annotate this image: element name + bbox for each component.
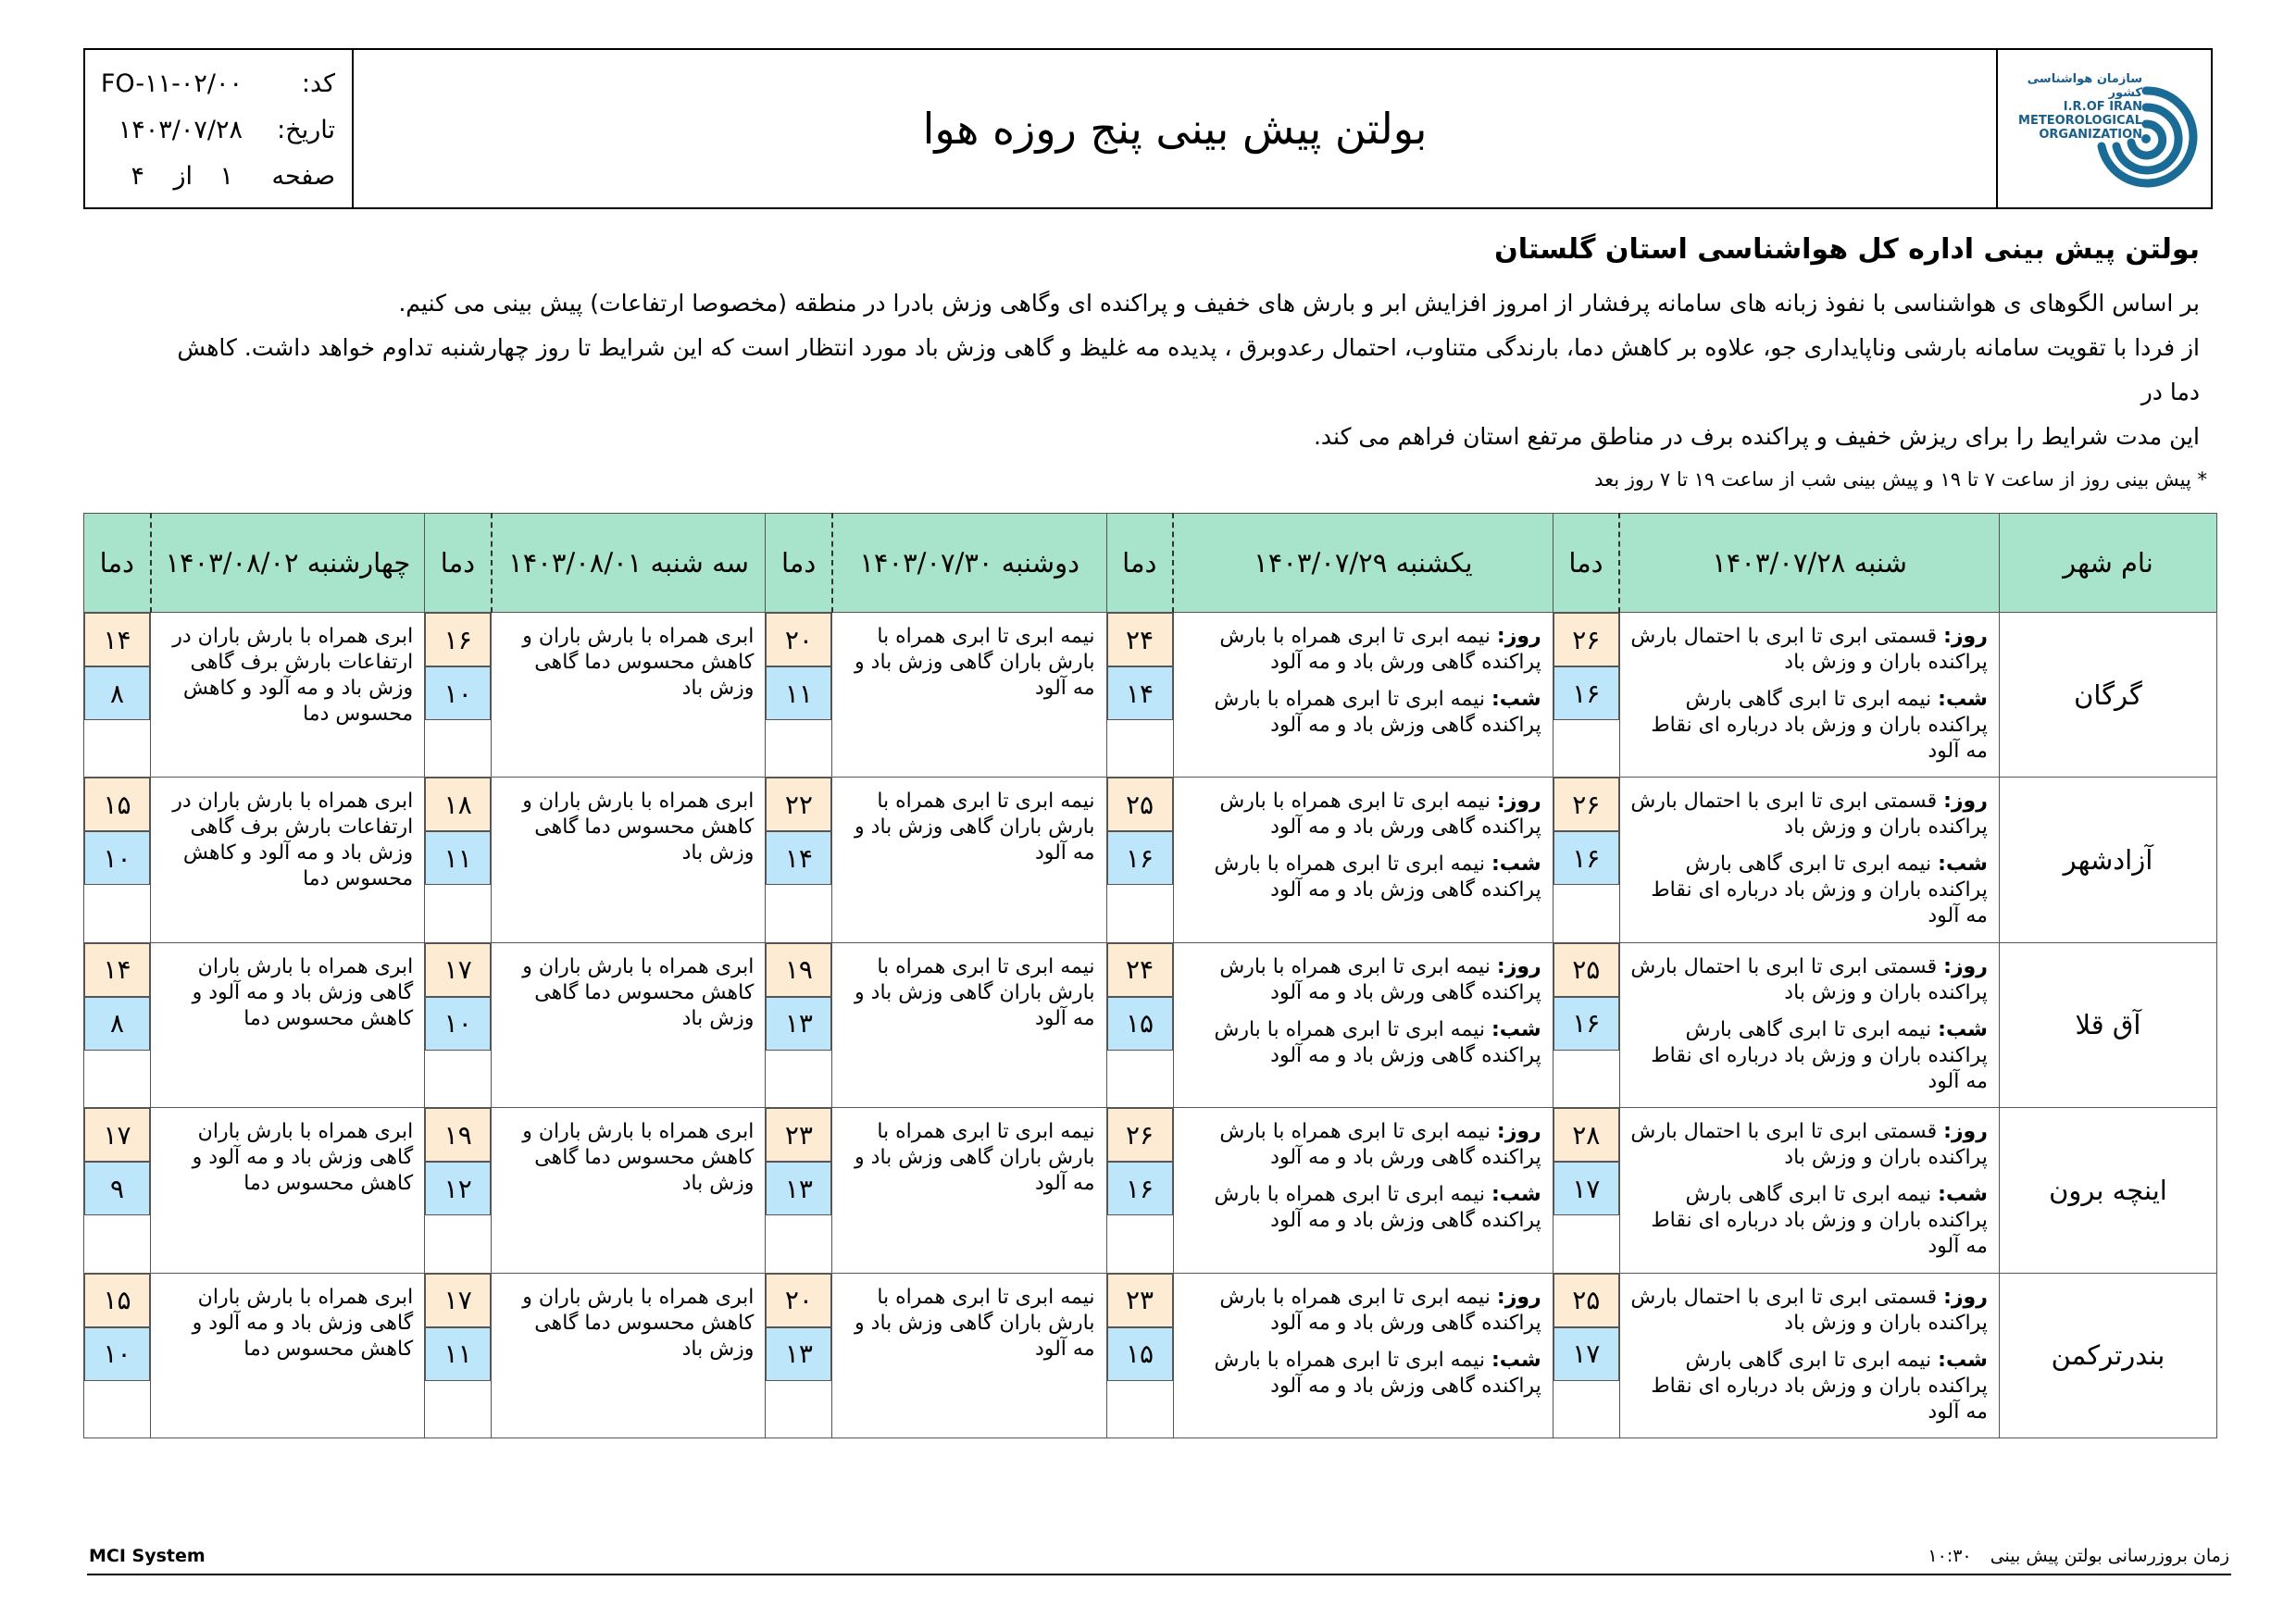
document-meta xyxy=(85,50,354,207)
forecast-desc-cell xyxy=(1619,1273,1999,1438)
temp-header-2: دما xyxy=(1106,514,1173,613)
logo-text xyxy=(2013,72,2142,142)
day-header-2: یکشنبه ۱۴۰۳/۰۷/۲۹ xyxy=(1173,514,1553,613)
forecast-text: نیمه ابری تا ابری همراه با بارش باران گاهی وزش باد و مه آلود xyxy=(855,790,1095,865)
day-forecast xyxy=(1183,954,1541,1006)
night-forecast xyxy=(1183,1017,1541,1069)
day-label: روز: xyxy=(1496,1285,1541,1309)
min-temp: ۱۷ xyxy=(1554,1162,1619,1215)
temp-header-1: دما xyxy=(1553,514,1619,613)
intro-line-3: این مدت شرایط را برای ریزش خفیف و پراکنده برف در مناطق مرتفع استان فراهم می کند. xyxy=(1313,423,2200,450)
night-forecast xyxy=(1183,852,1541,903)
night-forecast-text: نیمه ابری تا ابری گاهی بارش پراکنده باران و وزش باد درباره ای نقاط مه آلود xyxy=(1651,1017,1988,1093)
min-temp: ۱۳ xyxy=(766,997,831,1051)
forecast-desc-cell xyxy=(492,942,766,1107)
night-forecast xyxy=(1183,1182,1541,1234)
temperature-cell xyxy=(766,1273,832,1438)
forecast-desc-cell xyxy=(492,1108,766,1273)
temperature-cell xyxy=(84,942,151,1107)
doc-date-row xyxy=(85,107,352,154)
night-forecast xyxy=(1183,687,1541,739)
temperature-cell xyxy=(1553,778,1619,942)
max-temp: ۲۶ xyxy=(1554,778,1619,831)
night-forecast-text: نیمه ابری تا ابری گاهی بارش پراکنده باران و وزش باد درباره ای نقاط مه آلود xyxy=(1651,1348,1988,1424)
night-forecast-text: نیمه ابری تا ابری گاهی بارش پراکنده باران و وزش باد درباره ای نقاط مه آلود xyxy=(1651,853,1988,928)
forecast-desc-cell xyxy=(1619,613,1999,778)
temperature-cell xyxy=(1106,942,1173,1107)
min-temp: ۱۳ xyxy=(766,1162,831,1215)
max-temp: ۱۹ xyxy=(425,1108,491,1162)
table-row xyxy=(84,1273,2217,1438)
night-label: شب: xyxy=(1491,1017,1541,1041)
night-label: شب: xyxy=(1938,1348,1988,1372)
doc-code-label: کد: xyxy=(301,69,335,98)
table-row xyxy=(84,778,2217,942)
night-forecast xyxy=(1183,1348,1541,1400)
night-forecast-text: نیمه ابری تا ابری گاهی بارش پراکنده باران و وزش باد درباره ای نقاط مه آلود xyxy=(1651,1183,1988,1259)
footer-system-name: MCI System xyxy=(89,1546,206,1566)
meteorological-organization-logo xyxy=(2016,65,2192,199)
min-temp: ۱۶ xyxy=(1554,997,1619,1051)
doc-date-value: ۱۴۰۳/۰۷/۲۸ xyxy=(118,116,243,144)
day-header-5: چهارشنبه ۱۴۰۳/۰۸/۰۲ xyxy=(151,514,425,613)
day-label: روز: xyxy=(1943,954,1988,978)
forecast-desc-cell xyxy=(492,1273,766,1438)
section-title: بولتن پیش بینی اداره کل هواشناسی استان گلستان xyxy=(1494,233,2200,266)
max-temp: ۱۷ xyxy=(84,1108,150,1162)
temperature-cell xyxy=(425,942,492,1107)
forecast-desc-cell xyxy=(151,1273,425,1438)
night-forecast xyxy=(1629,687,1988,765)
temperature-cell xyxy=(1553,1108,1619,1273)
footer-update-value: ۱۰:۳۰ xyxy=(1928,1546,1972,1566)
day-label: روز: xyxy=(1943,1285,1988,1309)
forecast-text: ابری همراه با بارش باران گاهی وزش باد و مه آلود و کاهش محسوس دما xyxy=(192,954,414,1030)
max-temp: ۱۹ xyxy=(766,943,831,997)
intro-paragraph xyxy=(144,281,2200,459)
night-label: شب: xyxy=(1938,853,1988,877)
forecast-text: ابری همراه با بارش باران گاهی وزش باد و مه آلود و کاهش محسوس دما xyxy=(192,1285,414,1361)
day-forecast-text: قسمتی ابری تا ابری با احتمال بارش پراکنده باران و وزش باد xyxy=(1630,954,1988,1004)
forecast-desc-cell xyxy=(832,613,1106,778)
night-label: شب: xyxy=(1938,1183,1988,1207)
temperature-cell xyxy=(766,1108,832,1273)
day-forecast-text: نیمه ابری تا ابری همراه با بارش پراکنده گاهی ورش باد و مه آلود xyxy=(1219,1120,1541,1170)
forecast-text: ابری همراه با بارش باران گاهی وزش باد و مه آلود و کاهش محسوس دما xyxy=(192,1120,414,1196)
city-header: نام شهر xyxy=(1999,514,2216,613)
forecast-desc-cell xyxy=(1173,613,1553,778)
min-temp: ۱۰ xyxy=(425,666,491,720)
min-temp: ۱۶ xyxy=(1554,831,1619,885)
day-label: روز: xyxy=(1496,1120,1541,1144)
day-header-1: شنبه ۱۴۰۳/۰۷/۲۸ xyxy=(1619,514,1999,613)
table-header-row xyxy=(84,514,2217,613)
forecast-text: نیمه ابری تا ابری همراه با بارش باران گاهی وزش باد و مه آلود xyxy=(855,954,1095,1030)
forecast-text: ابری همراه با بارش باران و کاهش محسوس دما گاهی وزش باد xyxy=(522,625,755,700)
max-temp: ۱۶ xyxy=(425,613,491,666)
min-temp: ۱۱ xyxy=(425,831,491,885)
day-forecast-text: قسمتی ابری تا ابری با احتمال بارش پراکنده باران و وزش باد xyxy=(1630,625,1988,674)
forecast-text: ابری همراه با بارش باران و کاهش محسوس دما گاهی وزش باد xyxy=(522,1120,755,1196)
city-name: آزادشهر xyxy=(1999,778,2216,942)
night-forecast-text: نیمه ابری تا ابری همراه با بارش پراکنده گاهی وزش باد و مه آلود xyxy=(1214,688,1541,737)
day-forecast xyxy=(1629,1119,1988,1171)
page-of-label: از xyxy=(173,162,193,191)
forecast-text: نیمه ابری تا ابری همراه با بارش باران گاهی وزش باد و مه آلود xyxy=(855,1120,1095,1196)
forecast-text: ابری همراه با بارش باران و کاهش محسوس دما گاهی وزش باد xyxy=(522,1285,755,1361)
night-label: شب: xyxy=(1491,853,1541,877)
table-row xyxy=(84,613,2217,778)
min-temp: ۱۶ xyxy=(1107,831,1173,885)
max-temp: ۲۳ xyxy=(1107,1274,1173,1327)
forecast-desc-cell xyxy=(1173,1108,1553,1273)
day-forecast-text: قسمتی ابری تا ابری با احتمال بارش پراکنده باران و وزش باد xyxy=(1630,1285,1988,1335)
max-temp: ۲۵ xyxy=(1554,943,1619,997)
forecast-desc-cell xyxy=(1173,1273,1553,1438)
night-forecast-text: نیمه ابری تا ابری همراه با بارش پراکنده گاهی وزش باد و مه آلود xyxy=(1214,1017,1541,1067)
footer-update-time xyxy=(1928,1546,2229,1566)
doc-code-value: FO-۱۱-۰۲/۰۰ xyxy=(100,69,243,98)
forecast-text: ابری همراه با بارش باران و کاهش محسوس دما گاهی وزش باد xyxy=(522,954,755,1030)
temperature-cell xyxy=(84,613,151,778)
temperature-cell xyxy=(84,778,151,942)
forecast-desc-cell xyxy=(151,942,425,1107)
day-forecast xyxy=(1629,624,1988,676)
night-forecast xyxy=(1629,1182,1988,1260)
day-forecast-text: نیمه ابری تا ابری همراه با بارش پراکنده گاهی ورش باد و مه آلود xyxy=(1219,1285,1541,1335)
forecast-desc-cell xyxy=(492,613,766,778)
city-name: آق قلا xyxy=(1999,942,2216,1107)
max-temp: ۲۵ xyxy=(1107,778,1173,831)
night-forecast xyxy=(1629,1348,1988,1425)
day-forecast xyxy=(1629,954,1988,1006)
day-forecast xyxy=(1183,1285,1541,1337)
logo-cell xyxy=(1996,50,2211,207)
max-temp: ۱۴ xyxy=(84,613,150,666)
day-forecast-text: قسمتی ابری تا ابری با احتمال بارش پراکنده باران و وزش باد xyxy=(1630,790,1988,840)
day-header-3: دوشنبه ۱۴۰۳/۰۷/۳۰ xyxy=(832,514,1106,613)
forecast-desc-cell xyxy=(1173,942,1553,1107)
forecast-desc-cell xyxy=(151,613,425,778)
forecast-desc-cell xyxy=(1619,1108,1999,1273)
min-temp: ۱۴ xyxy=(766,831,831,885)
table-row xyxy=(84,1108,2217,1273)
city-name: گرگان xyxy=(1999,613,2216,778)
day-header-4: سه شنبه ۱۴۰۳/۰۸/۰۱ xyxy=(492,514,766,613)
day-forecast xyxy=(1629,1285,1988,1337)
logo-text-en1: I.R.OF IRAN xyxy=(2063,100,2142,114)
temperature-cell xyxy=(1106,613,1173,778)
day-forecast-text: نیمه ابری تا ابری همراه با بارش پراکنده گاهی ورش باد و مه آلود xyxy=(1219,954,1541,1004)
min-temp: ۱۷ xyxy=(1554,1327,1619,1381)
footer-update-label: زمان بروزرسانی بولتن پیش بینی xyxy=(1990,1546,2229,1566)
table-row xyxy=(84,942,2217,1107)
day-label: روز: xyxy=(1943,1120,1988,1144)
forecast-desc-cell xyxy=(832,942,1106,1107)
forecast-desc-cell xyxy=(832,1273,1106,1438)
night-label: شب: xyxy=(1938,1017,1988,1041)
forecast-desc-cell xyxy=(151,778,425,942)
forecast-text: ابری همراه با بارش باران و کاهش محسوس دما گاهی وزش باد xyxy=(522,790,755,865)
page-title: بولتن پیش بینی پنج روزه هوا xyxy=(922,104,1428,154)
night-forecast xyxy=(1629,1017,1988,1095)
forecast-desc-cell xyxy=(151,1108,425,1273)
forecast-text: ابری همراه با بارش باران در ارتفاعات بارش برف گاهی وزش باد و مه آلود و کاهش محسوس دما xyxy=(172,625,414,726)
forecast-desc-cell xyxy=(1619,942,1999,1107)
forecast-desc-cell xyxy=(1619,778,1999,942)
temp-header-3: دما xyxy=(766,514,832,613)
bulletin-header xyxy=(83,48,2213,209)
temperature-cell xyxy=(1106,1108,1173,1273)
temperature-cell xyxy=(425,613,492,778)
max-temp: ۱۵ xyxy=(84,778,150,831)
day-forecast xyxy=(1183,789,1541,840)
min-temp: ۱۴ xyxy=(1107,666,1173,720)
temperature-cell xyxy=(425,1108,492,1273)
doc-page-row xyxy=(85,154,352,200)
doc-date-label: تاریخ: xyxy=(277,116,335,144)
max-temp: ۲۲ xyxy=(766,778,831,831)
max-temp: ۱۸ xyxy=(425,778,491,831)
day-forecast xyxy=(1183,1119,1541,1171)
max-temp: ۲۸ xyxy=(1554,1108,1619,1162)
forecast-time-note: * پیش بینی روز از ساعت ۷ تا ۱۹ و پیش بینی شب از ساعت ۱۹ تا ۷ روز بعد xyxy=(1594,468,2207,491)
min-temp: ۱۰ xyxy=(425,997,491,1051)
night-forecast-text: نیمه ابری تا ابری گاهی بارش پراکنده باران و وزش باد درباره ای نقاط مه آلود xyxy=(1651,688,1988,763)
forecast-desc-cell xyxy=(832,1108,1106,1273)
city-name: اینچه برون xyxy=(1999,1108,2216,1273)
max-temp: ۱۴ xyxy=(84,943,150,997)
day-forecast-text: نیمه ابری تا ابری همراه با بارش پراکنده گاهی ورش باد و مه آلود xyxy=(1219,790,1541,840)
min-temp: ۸ xyxy=(84,997,150,1051)
night-label: شب: xyxy=(1491,688,1541,711)
temperature-cell xyxy=(84,1273,151,1438)
intro-line-2: از فردا با تقویت سامانه بارشی وناپایداری جو، علاوه بر کاهش دما، بارندگی متناوب، احتمال رعدوبرق ، پدیده مه غلیظ و گاهی وزش باد مورد انتظار است که این شرایط تا روز چهارشنبه تداوم خواهد داشت. کاهش دما در xyxy=(177,334,2200,405)
day-forecast xyxy=(1183,624,1541,676)
min-temp: ۹ xyxy=(84,1162,150,1215)
day-label: روز: xyxy=(1496,625,1541,648)
day-label: روز: xyxy=(1496,954,1541,978)
max-temp: ۲۰ xyxy=(766,613,831,666)
temperature-cell xyxy=(1553,1273,1619,1438)
min-temp: ۱۶ xyxy=(1107,1162,1173,1215)
night-forecast-text: نیمه ابری تا ابری همراه با بارش پراکنده گاهی وزش باد و مه آلود xyxy=(1214,1348,1541,1398)
day-label: روز: xyxy=(1943,790,1988,814)
city-name: بندرترکمن xyxy=(1999,1273,2216,1438)
min-temp: ۱۲ xyxy=(425,1162,491,1215)
max-temp: ۱۷ xyxy=(425,1274,491,1327)
temperature-cell xyxy=(1553,613,1619,778)
day-forecast-text: قسمتی ابری تا ابری با احتمال بارش پراکنده باران و وزش باد xyxy=(1630,1120,1988,1170)
max-temp: ۲۶ xyxy=(1554,613,1619,666)
forecast-desc-cell xyxy=(1173,778,1553,942)
min-temp: ۱۶ xyxy=(1554,666,1619,720)
temperature-cell xyxy=(425,1273,492,1438)
forecast-text: نیمه ابری تا ابری همراه با بارش باران گاهی وزش باد و مه آلود xyxy=(855,1285,1095,1361)
min-temp: ۱۵ xyxy=(1107,997,1173,1051)
temperature-cell xyxy=(425,778,492,942)
intro-line-1: بر اساس الگوهای ی هواشناسی با نفوذ زبانه های سامانه پرفشار از امروز افزایش ابر و بارش های خفیف و پراکنده ای وگاهی وزش بادرا در منطقه (مخصوصا ارتفاعات) پیش بینی می کنیم. xyxy=(398,290,2200,317)
logo-text-en3: ORGANIZATION xyxy=(2039,128,2142,142)
temperature-cell xyxy=(1106,778,1173,942)
temperature-cell xyxy=(766,778,832,942)
night-label: شب: xyxy=(1491,1183,1541,1207)
night-label: شب: xyxy=(1938,688,1988,711)
page-total: ۴ xyxy=(131,162,144,191)
max-temp: ۲۰ xyxy=(766,1274,831,1327)
doc-code-row xyxy=(85,61,352,107)
temp-header-5: دما xyxy=(84,514,151,613)
page-number: ۱ xyxy=(219,162,233,191)
logo-text-en2: METEOROLOGICAL xyxy=(2018,114,2142,128)
min-temp: ۱۱ xyxy=(425,1327,491,1381)
min-temp: ۱۰ xyxy=(84,1327,150,1381)
day-forecast xyxy=(1629,789,1988,840)
max-temp: ۲۵ xyxy=(1554,1274,1619,1327)
min-temp: ۱۰ xyxy=(84,831,150,885)
temperature-cell xyxy=(84,1108,151,1273)
max-temp: ۱۷ xyxy=(425,943,491,997)
night-forecast-text: نیمه ابری تا ابری همراه با بارش پراکنده گاهی وزش باد و مه آلود xyxy=(1214,1183,1541,1233)
forecast-table-body xyxy=(84,613,2217,1438)
temperature-cell xyxy=(766,942,832,1107)
forecast-desc-cell xyxy=(832,778,1106,942)
temp-header-4: دما xyxy=(425,514,492,613)
forecast-desc-cell xyxy=(492,778,766,942)
footer-divider xyxy=(87,1574,2231,1575)
temperature-cell xyxy=(1553,942,1619,1107)
max-temp: ۲۶ xyxy=(1107,1108,1173,1162)
max-temp: ۲۴ xyxy=(1107,613,1173,666)
temperature-cell xyxy=(1106,1273,1173,1438)
day-label: روز: xyxy=(1496,790,1541,814)
max-temp: ۱۵ xyxy=(84,1274,150,1327)
night-label: شب: xyxy=(1491,1348,1541,1372)
max-temp: ۲۴ xyxy=(1107,943,1173,997)
max-temp: ۲۳ xyxy=(766,1108,831,1162)
night-forecast-text: نیمه ابری تا ابری همراه با بارش پراکنده گاهی وزش باد و مه آلود xyxy=(1214,853,1541,902)
min-temp: ۱۱ xyxy=(766,666,831,720)
forecast-text: نیمه ابری تا ابری همراه با بارش باران گاهی وزش باد و مه آلود xyxy=(855,625,1095,700)
day-forecast-text: نیمه ابری تا ابری همراه با بارش پراکنده گاهی ورش باد و مه آلود xyxy=(1219,625,1541,674)
logo-text-fa: سازمان هواشناسی کشور xyxy=(2027,72,2142,100)
min-temp: ۸ xyxy=(84,666,150,720)
temperature-cell xyxy=(766,613,832,778)
min-temp: ۱۳ xyxy=(766,1327,831,1381)
night-forecast xyxy=(1629,852,1988,929)
page-label: صفحه xyxy=(271,162,335,191)
forecast-table xyxy=(83,513,2217,1438)
day-label: روز: xyxy=(1943,625,1988,648)
min-temp: ۱۵ xyxy=(1107,1327,1173,1381)
forecast-text: ابری همراه با بارش باران در ارتفاعات بارش برف گاهی وزش باد و مه آلود و کاهش محسوس دما xyxy=(172,790,414,891)
